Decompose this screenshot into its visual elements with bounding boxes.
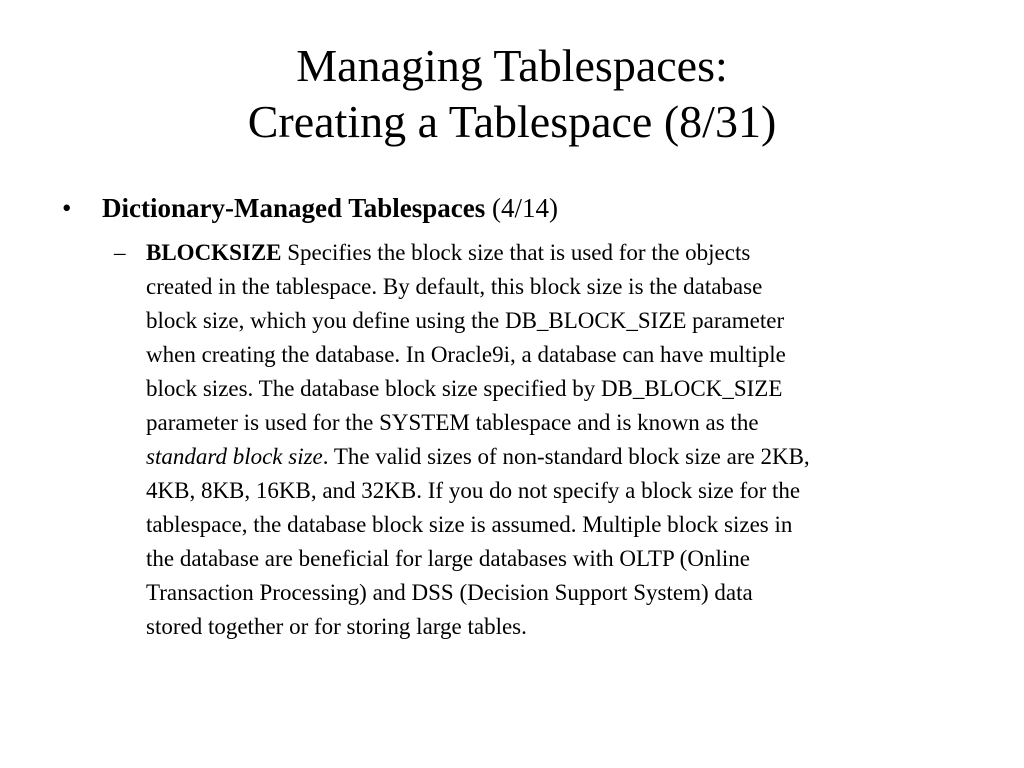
sub-bullet-italic-term: standard block size — [146, 444, 323, 469]
bullet-heading-bold: Dictionary-Managed Tablespaces — [102, 193, 486, 223]
sub-bullet-line-5: block sizes. The database block size specified by DB_BLOCK_SIZE — [146, 376, 783, 401]
sub-bullet-line-6: parameter is used for the SYSTEM tablespace and is known as the — [146, 410, 759, 435]
sub-bullet-body — [146, 236, 978, 644]
sub-bullet-line-2: created in the tablespace. By default, this block size is the database — [146, 274, 763, 299]
slide-title — [0, 38, 1024, 150]
bullet-heading-rest: (4/14) — [485, 193, 558, 223]
sub-bullet-marker: – — [114, 240, 126, 265]
sub-bullet-line-4: when creating the database. In Oracle9i, a database can have multiple — [146, 342, 786, 367]
sub-bullet-line-8: 4KB, 8KB, 16KB, and 32KB. If you do not specify a block size for the — [146, 478, 801, 503]
bullet-text — [102, 190, 558, 226]
sub-bullet-term: BLOCKSIZE — [146, 240, 282, 265]
bullet-marker: • — [62, 193, 72, 223]
sub-bullet-line-7 — [146, 440, 978, 474]
sub-bullet-line-12: stored together or for storing large tables. — [146, 614, 527, 639]
slide-title-line-1: Managing Tablespaces: — [296, 40, 728, 91]
sub-bullet-line-11: Transaction Processing) and DSS (Decision Support System) data — [146, 580, 753, 605]
sub-bullet-line-3: block size, which you define using the DB_BLOCK_SIZE parameter — [146, 308, 785, 333]
sub-bullet-line-10: the database are beneficial for large databases with OLTP (Online — [146, 546, 750, 571]
sub-bullet-line-7-text: . The valid sizes of non-standard block size are 2KB, — [322, 444, 810, 469]
sub-bullet-line-9: tablespace, the database block size is assumed. Multiple block sizes in — [146, 512, 793, 537]
sub-bullet-line-1 — [146, 236, 978, 270]
slide-title-line-2: Creating a Tablespace (8/31) — [247, 96, 777, 147]
sub-bullet-line-1-text: Specifies the block size that is used for the objects — [281, 240, 751, 265]
